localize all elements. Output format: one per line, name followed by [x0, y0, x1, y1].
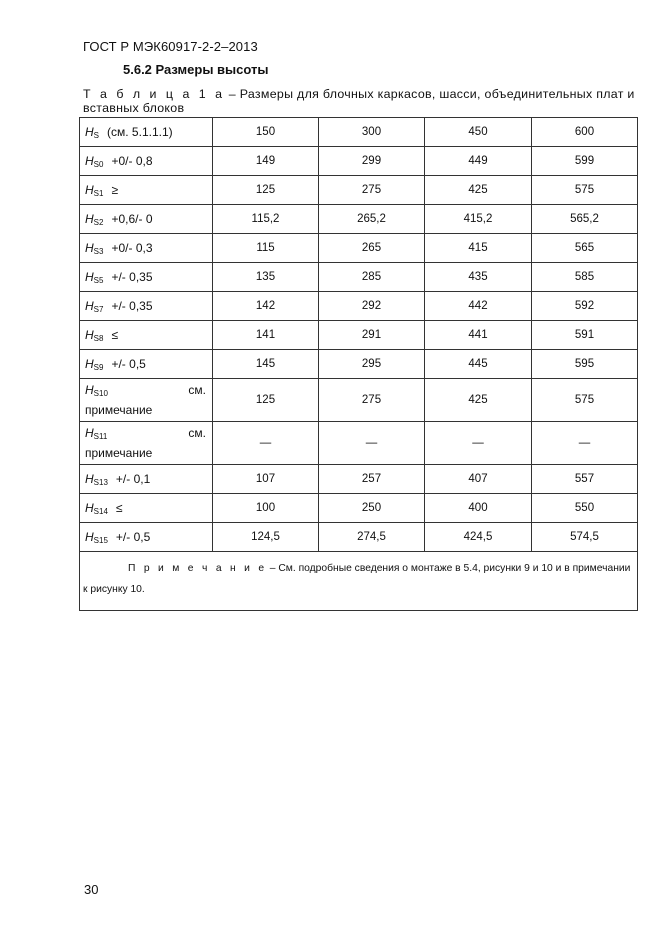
value-cell: 135: [213, 263, 319, 292]
param-tolerance: +/- 0,35: [111, 269, 153, 284]
param-symbol: $H_S$: [85, 124, 100, 140]
table-caption-label: Т а б л и ц а 1 а: [83, 87, 226, 101]
param-symbol: $H_{S10}$: [85, 383, 108, 398]
param-cell: [80, 147, 213, 176]
value-cell: 291: [319, 321, 425, 350]
param-symbol: $H_{S1}$: [85, 182, 104, 198]
value-cell: 265: [319, 234, 425, 263]
param-symbol: $H_{S9}$: [85, 356, 104, 372]
param-tolerance: (см. 5.1.1.1): [107, 124, 173, 139]
value-cell: 445: [425, 350, 532, 379]
param-cell: [80, 176, 213, 205]
value-cell: 115: [213, 234, 319, 263]
value-cell: 125: [213, 176, 319, 205]
value-cell: —: [425, 422, 532, 465]
param-symbol: $H_{S0}$: [85, 153, 104, 169]
value-cell: 100: [213, 494, 319, 523]
param-symbol: $H_{S7}$: [85, 298, 104, 314]
value-cell: 141: [213, 321, 319, 350]
value-cell: 407: [425, 465, 532, 494]
value-cell: 415: [425, 234, 532, 263]
value-cell: 585: [532, 263, 638, 292]
param-cell: [80, 263, 213, 292]
table-note-row: [80, 552, 638, 611]
param-symbol: $H_{S8}$: [85, 327, 104, 343]
value-cell: —: [213, 422, 319, 465]
param-tolerance: +0/- 0,3: [111, 240, 153, 255]
value-cell: 415,2: [425, 205, 532, 234]
param-tolerance: +/- 0,1: [115, 471, 151, 486]
value-cell: 300: [319, 118, 425, 147]
param-symbol: $H_{S3}$: [85, 240, 104, 256]
value-cell: 274,5: [319, 523, 425, 552]
value-cell: 107: [213, 465, 319, 494]
param-cell: [80, 205, 213, 234]
table-row: [80, 523, 638, 552]
param-cell: [80, 350, 213, 379]
section-title: 5.6.2 Размеры высоты: [123, 62, 269, 77]
param-cell: [80, 465, 213, 494]
value-cell: 299: [319, 147, 425, 176]
value-cell: 150: [213, 118, 319, 147]
value-cell: 435: [425, 263, 532, 292]
value-cell: 575: [532, 379, 638, 422]
param-symbol: $H_{S15}$: [85, 529, 108, 545]
param-tolerance: ≥: [111, 182, 119, 197]
param-cell: [80, 523, 213, 552]
value-cell: 575: [532, 176, 638, 205]
value-cell: 442: [425, 292, 532, 321]
param-tolerance: ≤: [115, 500, 123, 515]
value-cell: 450: [425, 118, 532, 147]
value-cell: 257: [319, 465, 425, 494]
value-cell: 441: [425, 321, 532, 350]
param-cell: [80, 234, 213, 263]
param-tolerance: +/- 0,5: [111, 356, 146, 371]
value-cell: 600: [532, 118, 638, 147]
dimensions-table: [79, 117, 638, 611]
param-cell: [80, 292, 213, 321]
table-row: [80, 321, 638, 350]
table-caption: [83, 87, 643, 115]
table-row: [80, 205, 638, 234]
param-tolerance-note: примечание: [85, 446, 153, 460]
standard-header: ГОСТ Р МЭК60917-2-2–2013: [83, 39, 258, 54]
table-note: [80, 552, 638, 611]
value-cell: 115,2: [213, 205, 319, 234]
table-row: [80, 379, 638, 422]
param-tolerance: ≤: [111, 327, 119, 342]
param-tolerance: +/- 0,5: [115, 529, 151, 544]
table-row: [80, 350, 638, 379]
value-cell: 425: [425, 379, 532, 422]
param-cell: [80, 321, 213, 350]
param-symbol: $H_{S2}$: [85, 211, 104, 227]
value-cell: —: [532, 422, 638, 465]
value-cell: 424,5: [425, 523, 532, 552]
value-cell: —: [319, 422, 425, 465]
table-row: [80, 292, 638, 321]
value-cell: 599: [532, 147, 638, 176]
param-cell: [80, 422, 213, 465]
value-cell: 124,5: [213, 523, 319, 552]
param-tolerance: +0/- 0,8: [111, 153, 153, 168]
table-row: [80, 147, 638, 176]
value-cell: 565,2: [532, 205, 638, 234]
value-cell: 265,2: [319, 205, 425, 234]
value-cell: 550: [532, 494, 638, 523]
param-symbol: $H_{S11}$: [85, 426, 108, 441]
note-text: – См. подробные сведения о монтаже в 5.4, рисунки 9 и 10 и в примечании к рисунку 10.: [83, 563, 631, 595]
param-tolerance: +/- 0,35: [111, 298, 153, 313]
value-cell: 425: [425, 176, 532, 205]
param-tolerance: см.: [188, 426, 206, 440]
table-row: [80, 465, 638, 494]
value-cell: 145: [213, 350, 319, 379]
value-cell: 275: [319, 176, 425, 205]
table-row: [80, 263, 638, 292]
value-cell: 125: [213, 379, 319, 422]
value-cell: 285: [319, 263, 425, 292]
param-tolerance-note: примечание: [85, 403, 153, 417]
param-symbol: $H_{S5}$: [85, 269, 104, 285]
value-cell: 574,5: [532, 523, 638, 552]
param-cell: [80, 118, 213, 147]
table-row: [80, 422, 638, 465]
value-cell: 142: [213, 292, 319, 321]
value-cell: 149: [213, 147, 319, 176]
param-tolerance: +0,6/- 0: [111, 211, 153, 226]
table-row: [80, 234, 638, 263]
value-cell: 591: [532, 321, 638, 350]
value-cell: 275: [319, 379, 425, 422]
param-cell: [80, 379, 213, 422]
note-label: П р и м е ч а н и е: [128, 563, 267, 574]
page-number: 30: [84, 882, 99, 897]
value-cell: 295: [319, 350, 425, 379]
value-cell: 595: [532, 350, 638, 379]
param-cell: [80, 494, 213, 523]
value-cell: 565: [532, 234, 638, 263]
value-cell: 250: [319, 494, 425, 523]
value-cell: 292: [319, 292, 425, 321]
param-symbol: $H_{S14}$: [85, 500, 108, 516]
value-cell: 592: [532, 292, 638, 321]
table-row: [80, 118, 638, 147]
param-tolerance: см.: [188, 383, 206, 397]
value-cell: 449: [425, 147, 532, 176]
table-row: [80, 176, 638, 205]
value-cell: 557: [532, 465, 638, 494]
param-symbol: $H_{S13}$: [85, 471, 108, 487]
table-row: [80, 494, 638, 523]
table-caption-text: – Размеры для блочных каркасов, шасси, объединительных плат и вставных блоков: [83, 87, 635, 115]
value-cell: 400: [425, 494, 532, 523]
